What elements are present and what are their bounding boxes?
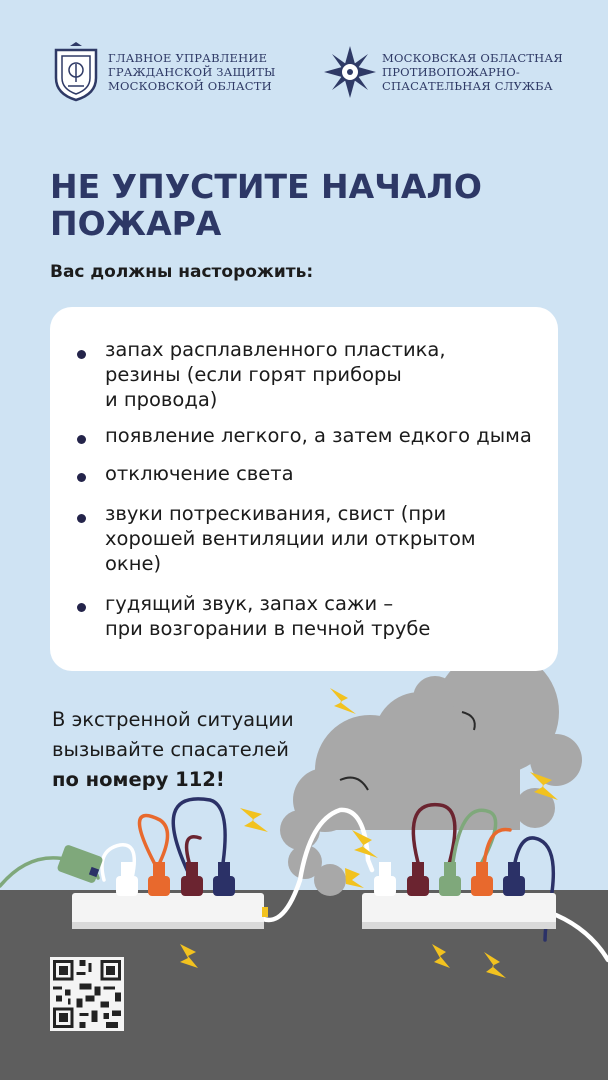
org-name-left: ГЛАВНОЕ УПРАВЛЕНИЕ ГРАЖДАНСКОЙ ЗАЩИТЫ МОСКОВСКОЙ ОБЛАСТИ <box>108 51 276 93</box>
bullet-icon <box>77 603 86 612</box>
bullet-icon <box>77 350 86 359</box>
page-title: НЕ УПУСТИТЕ НАЧАЛО ПОЖАРА <box>50 167 482 243</box>
qr-code[interactable] <box>50 957 124 1031</box>
smoke-cloud <box>280 650 582 896</box>
bullet-icon <box>77 473 86 482</box>
emergency-call-text <box>52 705 294 795</box>
list-item-text: гудящий звук, запах сажи – при возгорании в печной трубе <box>105 592 431 640</box>
bullet-icon <box>77 435 86 444</box>
list-item-text: звуки потрескивания, свист (при хорошей вентиляции или открытом окне) <box>105 502 476 575</box>
list-item-text: запах расплавленного пластика, резины (если горят приборы и провода) <box>105 338 446 411</box>
subtitle: Вас должны насторожить: <box>50 262 314 282</box>
call-line-2: вызывайте спасателей <box>52 738 289 761</box>
bullet-icon <box>77 514 86 523</box>
fire-rescue-emblem-icon <box>324 42 376 102</box>
warning-signs-list <box>50 307 558 671</box>
warning-signs-card <box>50 307 558 671</box>
call-line-3: по номеру 112! <box>52 768 225 791</box>
org-header-right <box>324 42 563 102</box>
coat-of-arms-icon <box>50 42 102 102</box>
call-line-1: В экстренной ситуации <box>52 708 294 731</box>
list-item-text: появление легкого, а затем едкого дыма <box>105 424 532 447</box>
org-header-left <box>50 42 276 102</box>
list-item-text: отключение света <box>105 462 294 485</box>
org-name-right: МОСКОВСКАЯ ОБЛАСТНАЯ ПРОТИВОПОЖАРНО- СПАСАТЕЛЬНАЯ СЛУЖБА <box>382 51 563 93</box>
